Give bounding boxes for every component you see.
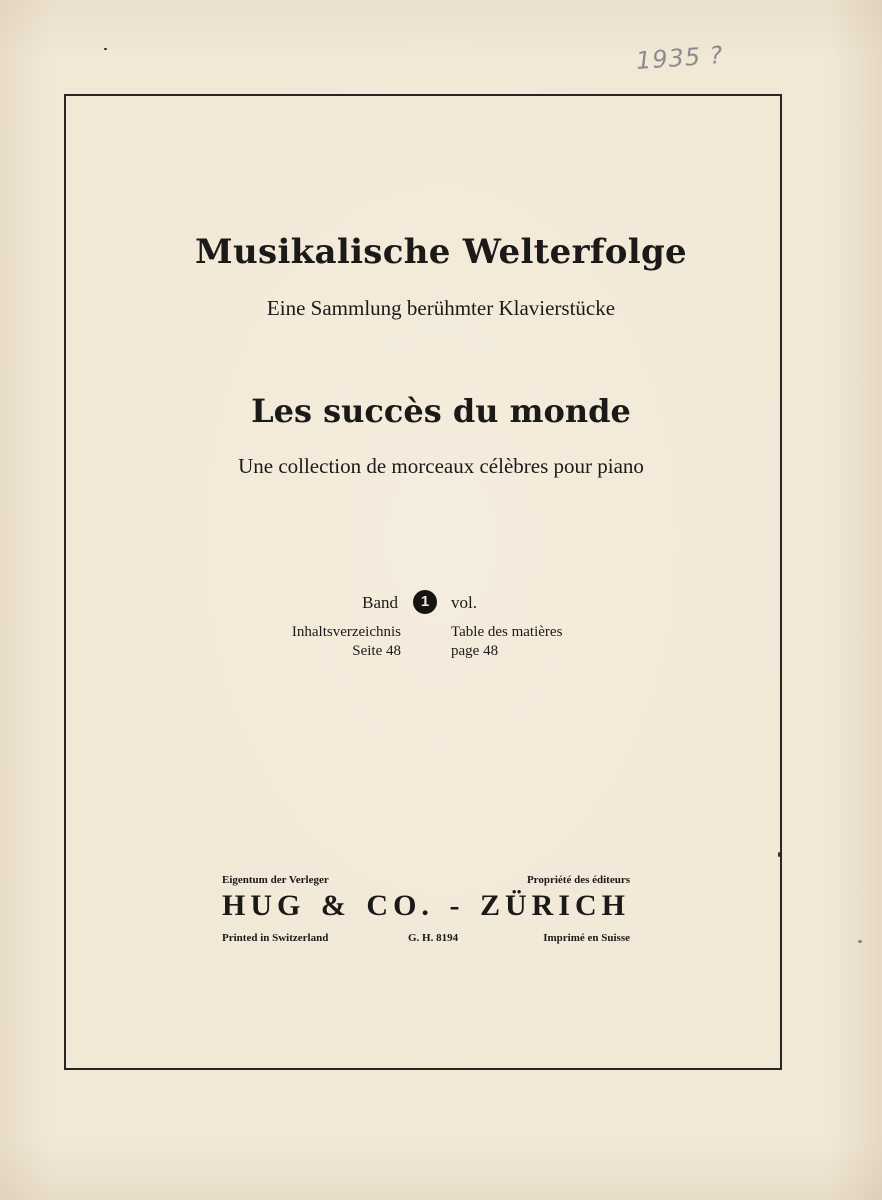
contents-label-french: Table des matières [451, 624, 563, 640]
plate-number: G. H. 8194 [408, 932, 459, 944]
contents-french [451, 623, 562, 661]
printed-note-french: Imprimé en Suisse [543, 932, 630, 944]
subtitle-french: Une collection de morceaux célèbres pour piano [238, 454, 644, 478]
printed-note-english: Printed in Switzerland [222, 932, 329, 944]
contents-page-french: page 48 [451, 643, 499, 659]
owner-note-german: Eigentum der Verleger [222, 874, 329, 886]
owner-note-french: Propriété des éditeurs [526, 874, 630, 886]
subtitle-german: Eine Sammlung berühmter Klavierstücke [266, 296, 616, 320]
contents-page-german: Seite 48 [352, 643, 401, 659]
volume-number-badge: 1 [413, 590, 437, 614]
volume-label-german: Band [362, 593, 398, 612]
title-french: Les succès du monde [251, 392, 631, 430]
title-german: Musikalische Welterfolge [195, 232, 687, 272]
ink-speck [104, 48, 107, 50]
contents-label-german: Inhaltsverzeichnis [291, 624, 401, 640]
ink-speck [858, 940, 862, 943]
publisher-name: HUG & CO. - ZÜRICH [222, 889, 630, 922]
handwritten-annotation: 1935 ? [635, 40, 725, 76]
volume-label-french: vol. [451, 593, 477, 612]
contents-german [292, 623, 401, 661]
